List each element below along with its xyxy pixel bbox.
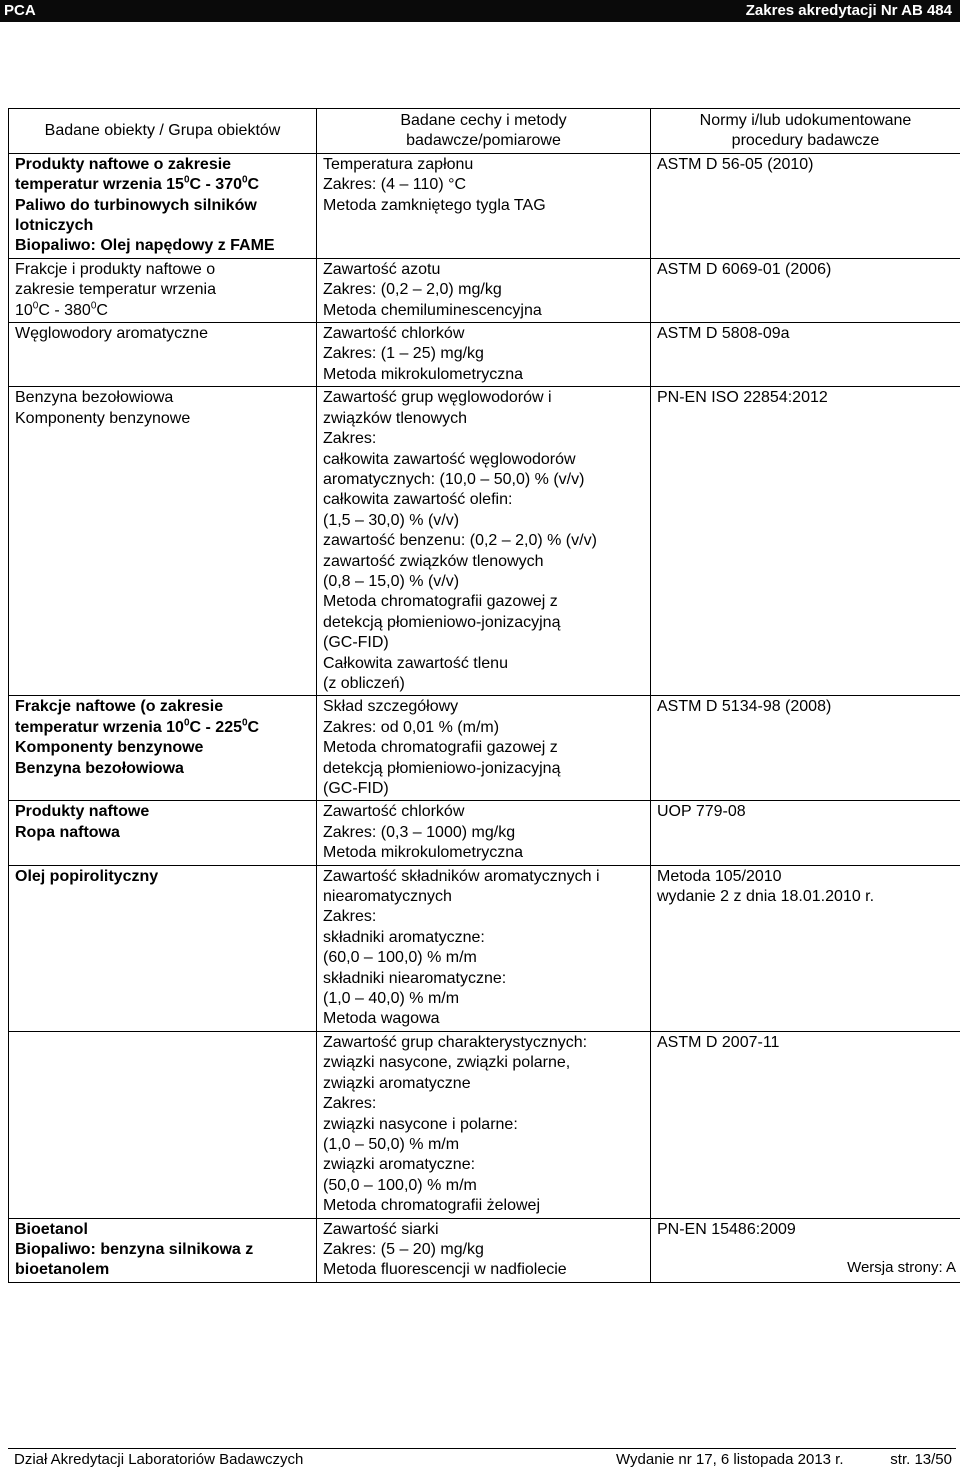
- method-line: Całkowita zawartość tlenu: [323, 654, 644, 674]
- object-line: [15, 324, 310, 344]
- method-line: Zakres: (4 – 110) °C: [323, 175, 644, 195]
- degree-superscript: 0: [184, 717, 190, 728]
- method-line: składniki aromatyczne:: [323, 928, 644, 948]
- method-line: Metoda mikrokulometryczna: [323, 843, 644, 863]
- header-methods: [317, 109, 651, 154]
- method-line: detekcją płomieniowo-jonizacyjną: [323, 759, 644, 779]
- object-text: Komponenty benzynowe: [15, 410, 190, 427]
- method-line: Zawartość grup charakterystycznych:: [323, 1033, 644, 1053]
- cell-norm: ASTM D 5134-98 (2008): [651, 696, 960, 801]
- method-line: składniki niearomatyczne:: [323, 969, 644, 989]
- table-body: [9, 153, 960, 1282]
- method-line: (0,8 – 15,0) % (v/v): [323, 572, 644, 592]
- method-line: Metoda chromatografii gazowej z: [323, 738, 644, 758]
- method-line: (60,0 – 100,0) % m/m: [323, 948, 644, 968]
- object-line: [15, 301, 310, 321]
- object-line: [15, 738, 310, 758]
- cell-norm: PN-EN 15486:2009: [651, 1218, 960, 1282]
- cell-objects: [9, 865, 317, 1031]
- method-line: Zawartość siarki: [323, 1220, 644, 1240]
- cell-objects: [9, 387, 317, 696]
- method-line: (GC-FID): [323, 779, 644, 799]
- method-line: Zakres: (1 – 25) mg/kg: [323, 344, 644, 364]
- object-line: [15, 1240, 310, 1260]
- footer-edition: Wydanie nr 17, 6 listopada 2013 r.: [616, 1451, 844, 1468]
- document-title: Zakres akredytacji Nr AB 484: [746, 2, 952, 19]
- object-line: [15, 409, 310, 429]
- degree-superscript: 0: [242, 717, 248, 728]
- page-footer: [0, 1451, 960, 1471]
- header-norms-line: procedury badawcze: [657, 131, 954, 151]
- cell-objects: [9, 1218, 317, 1282]
- cell-objects: [9, 801, 317, 865]
- object-line: [15, 280, 310, 300]
- cell-norm: UOP 779-08: [651, 801, 960, 865]
- table-row: [9, 153, 960, 258]
- method-line: Metoda fluorescencji w nadfiolecie: [323, 1260, 644, 1280]
- page-version-note: Wersja strony: A: [847, 1259, 956, 1276]
- method-line: Zawartość składników aromatycznych i: [323, 867, 644, 887]
- object-text: Frakcje naftowe (o zakresie: [15, 698, 223, 715]
- object-text: lotniczych: [15, 217, 93, 234]
- method-line: Metoda chemiluminescencyjna: [323, 301, 644, 321]
- cell-norm: ASTM D 5808-09a: [651, 323, 960, 387]
- object-line: [15, 718, 310, 738]
- cell-norm: PN-EN ISO 22854:2012: [651, 387, 960, 696]
- table-header-row: [9, 109, 960, 154]
- method-line: Zawartość grup węglowodorów i: [323, 388, 644, 408]
- method-line: Zawartość chlorków: [323, 324, 644, 344]
- cell-methods: [317, 153, 651, 258]
- header-methods-line: badawcze/pomiarowe: [323, 131, 644, 151]
- table-row: [9, 1218, 960, 1282]
- cell-methods: [317, 387, 651, 696]
- cell-norm: Metoda 105/2010 wydanie 2 z dnia 18.01.2010 r.: [651, 865, 960, 1031]
- object-text: Paliwo do turbinowych silników: [15, 197, 257, 214]
- object-line: [15, 697, 310, 717]
- cell-norm: ASTM D 2007-11: [651, 1031, 960, 1218]
- footer-department: Dział Akredytacji Laboratoriów Badawczych: [14, 1451, 303, 1468]
- degree-superscript: 0: [33, 300, 39, 311]
- header-methods-line: Badane cechy i metody: [323, 111, 644, 131]
- footer-page-number: str. 13/50: [890, 1451, 952, 1468]
- object-text: Produkty naftowe o zakresie: [15, 156, 231, 173]
- table-row: [9, 801, 960, 865]
- table-row: [9, 696, 960, 801]
- cell-methods: [317, 865, 651, 1031]
- cell-methods: [317, 1218, 651, 1282]
- accreditation-scope-table: [8, 108, 960, 1283]
- cell-methods: [317, 323, 651, 387]
- degree-superscript: 0: [91, 300, 97, 311]
- method-line: Temperatura zapłonu: [323, 155, 644, 175]
- degree-superscript: 0: [184, 175, 190, 186]
- header-norms: [651, 109, 960, 154]
- cell-norm: ASTM D 56-05 (2010): [651, 153, 960, 258]
- table-row: [9, 323, 960, 387]
- object-text: C: [96, 302, 108, 319]
- cell-objects: [9, 153, 317, 258]
- object-line: [15, 388, 310, 408]
- object-text: C - 225: [190, 719, 242, 736]
- cell-objects: [9, 323, 317, 387]
- object-text: zakresie temperatur wrzenia: [15, 281, 216, 298]
- cell-methods: [317, 696, 651, 801]
- method-line: Metoda chromatografii gazowej z: [323, 592, 644, 612]
- method-line: związki aromatyczne:: [323, 1155, 644, 1175]
- object-line: [15, 236, 310, 256]
- object-text: Biopaliwo: benzyna silnikowa z: [15, 1241, 253, 1258]
- method-line: związki nasycone, związki polarne,: [323, 1053, 644, 1073]
- page-header: [0, 0, 960, 22]
- method-line: Metoda zamkniętego tygla TAG: [323, 196, 644, 216]
- method-line: (GC-FID): [323, 633, 644, 653]
- method-line: związki aromatyczne: [323, 1074, 644, 1094]
- cell-methods: [317, 1031, 651, 1218]
- org-label: PCA: [4, 2, 36, 19]
- method-line: Zakres: od 0,01 % (m/m): [323, 718, 644, 738]
- method-line: zawartość benzenu: (0,2 – 2,0) % (v/v): [323, 531, 644, 551]
- object-text: Frakcje i produkty naftowe o: [15, 261, 215, 278]
- method-line: całkowita zawartość węglowodorów: [323, 450, 644, 470]
- cell-norm: ASTM D 6069-01 (2006): [651, 258, 960, 322]
- table-row: [9, 865, 960, 1031]
- cell-objects: [9, 1031, 317, 1218]
- cell-objects: [9, 258, 317, 322]
- method-line: Zakres: (0,2 – 2,0) mg/kg: [323, 280, 644, 300]
- object-line: [15, 260, 310, 280]
- cell-objects: [9, 696, 317, 801]
- method-line: (1,5 – 30,0) % (v/v): [323, 511, 644, 531]
- object-line: [15, 759, 310, 779]
- object-text: C: [248, 176, 260, 193]
- object-text: 10: [15, 302, 33, 319]
- object-text: Komponenty benzynowe: [15, 739, 203, 756]
- method-line: (50,0 – 100,0) % m/m: [323, 1176, 644, 1196]
- object-line: [15, 802, 310, 822]
- method-line: Zakres: (5 – 20) mg/kg: [323, 1240, 644, 1260]
- object-text: C - 370: [190, 176, 242, 193]
- object-line: [15, 867, 310, 887]
- object-text: Olej popirolityczny: [15, 868, 158, 885]
- table-row: [9, 1031, 960, 1218]
- degree-superscript: 0: [242, 175, 248, 186]
- cell-methods: [317, 801, 651, 865]
- object-text: Bioetanol: [15, 1221, 88, 1238]
- object-text: bioetanolem: [15, 1261, 109, 1278]
- method-line: związki nasycone i polarne:: [323, 1115, 644, 1135]
- method-line: związków tlenowych: [323, 409, 644, 429]
- footer-divider: [8, 1448, 956, 1449]
- object-line: [15, 155, 310, 175]
- header-norms-line: Normy i/lub udokumentowane: [657, 111, 954, 131]
- method-line: Zakres:: [323, 1094, 644, 1114]
- object-text: temperatur wrzenia 10: [15, 719, 184, 736]
- method-line: aromatycznych: (10,0 – 50,0) % (v/v): [323, 470, 644, 490]
- method-line: Metoda mikrokulometryczna: [323, 365, 644, 385]
- method-line: Skład szczegółowy: [323, 697, 644, 717]
- method-line: Metoda wagowa: [323, 1009, 644, 1029]
- object-line: [15, 823, 310, 843]
- object-line: [15, 196, 310, 216]
- method-line: Zakres: (0,3 – 1000) mg/kg: [323, 823, 644, 843]
- table-row: [9, 258, 960, 322]
- method-line: całkowita zawartość olefin:: [323, 490, 644, 510]
- object-text: Benzyna bezołowiowa: [15, 389, 173, 406]
- object-line: [15, 1260, 310, 1280]
- method-line: (1,0 – 50,0) % m/m: [323, 1135, 644, 1155]
- object-text: Produkty naftowe: [15, 803, 149, 820]
- method-line: (1,0 – 40,0) % m/m: [323, 989, 644, 1009]
- method-line: niearomatycznych: [323, 887, 644, 907]
- object-text: Benzyna bezołowiowa: [15, 760, 184, 777]
- object-text: temperatur wrzenia 15: [15, 176, 184, 193]
- method-line: (z obliczeń): [323, 674, 644, 694]
- method-line: Zakres:: [323, 429, 644, 449]
- object-line: [15, 216, 310, 236]
- object-line: [15, 175, 310, 195]
- object-text: C: [248, 719, 260, 736]
- object-text: C - 380: [38, 302, 90, 319]
- method-line: Zawartość azotu: [323, 260, 644, 280]
- method-line: Zawartość chlorków: [323, 802, 644, 822]
- method-line: detekcją płomieniowo-jonizacyjną: [323, 613, 644, 633]
- object-line: [15, 1220, 310, 1240]
- object-text: Węglowodory aromatyczne: [15, 325, 208, 342]
- table-row: [9, 387, 960, 696]
- header-objects: Badane obiekty / Grupa obiektów: [9, 109, 317, 154]
- cell-methods: [317, 258, 651, 322]
- object-text: Ropa naftowa: [15, 824, 120, 841]
- method-line: Metoda chromatografii żelowej: [323, 1196, 644, 1216]
- object-text: Biopaliwo: Olej napędowy z FAME: [15, 237, 275, 254]
- method-line: Zakres:: [323, 907, 644, 927]
- method-line: zawartość związków tlenowych: [323, 552, 644, 572]
